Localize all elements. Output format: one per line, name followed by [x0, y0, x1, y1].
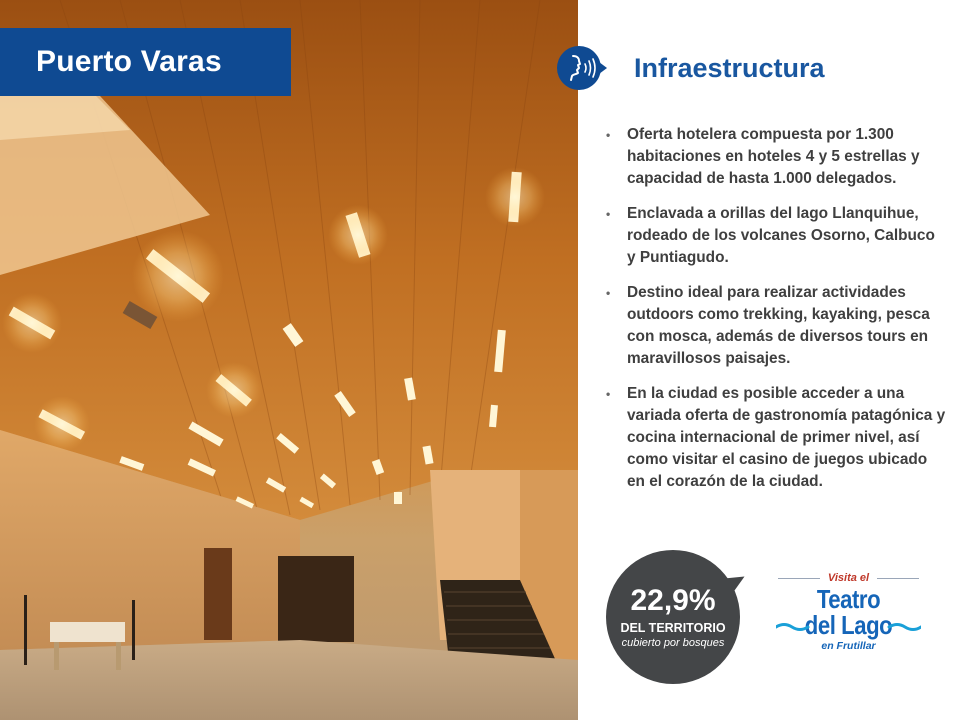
logo-rule-left: [778, 578, 820, 579]
badge-bubble: [606, 550, 740, 684]
bullet-item: • En la ciudad es posible acceder a una variada oferta de gastronomía patagónica y cocina internacional de primer nivel, así como visitar el casino de juegos ubicado en el corazón de la ciudad.: [606, 383, 946, 493]
forest-coverage-badge: [606, 550, 746, 684]
logo-line2: del Lago: [804, 610, 893, 640]
wave-icon: [776, 620, 921, 634]
badge-subtitle: cubierto por bosques: [621, 637, 725, 649]
logo-place: en Frutillar: [821, 640, 876, 652]
logo-line1: Teatro: [816, 584, 881, 614]
speaking-head-icon: [555, 44, 603, 92]
bullet-item: • Enclavada a orillas del lago Llanquihue, rodeado de los volcanes Osorno, Calbuco y Puntiagudo.: [606, 203, 946, 269]
page-title: Puerto Varas: [36, 45, 222, 78]
bullet-list: [606, 124, 946, 506]
section-title: Infraestructura: [634, 53, 825, 83]
bullet-item: • Oferta hotelera compuesta por 1.300 habitaciones en hoteles 4 y 5 estrellas y capacidad de hasta 1.000 delegados.: [606, 124, 946, 190]
bullet-item: • Destino ideal para realizar actividades outdoors como trekking, kayaking, pesca con mosca, además de diversos tours en maravillosos paisajes.: [606, 282, 946, 370]
teatro-del-lago-logo: [776, 570, 921, 666]
logo-visita: Visita el: [827, 572, 870, 584]
logo-rule-right: [877, 578, 919, 579]
badge-line: DEL TERRITORIO: [620, 621, 726, 635]
title-banner: [0, 28, 291, 96]
badge-percent: 22,9%: [630, 584, 716, 617]
